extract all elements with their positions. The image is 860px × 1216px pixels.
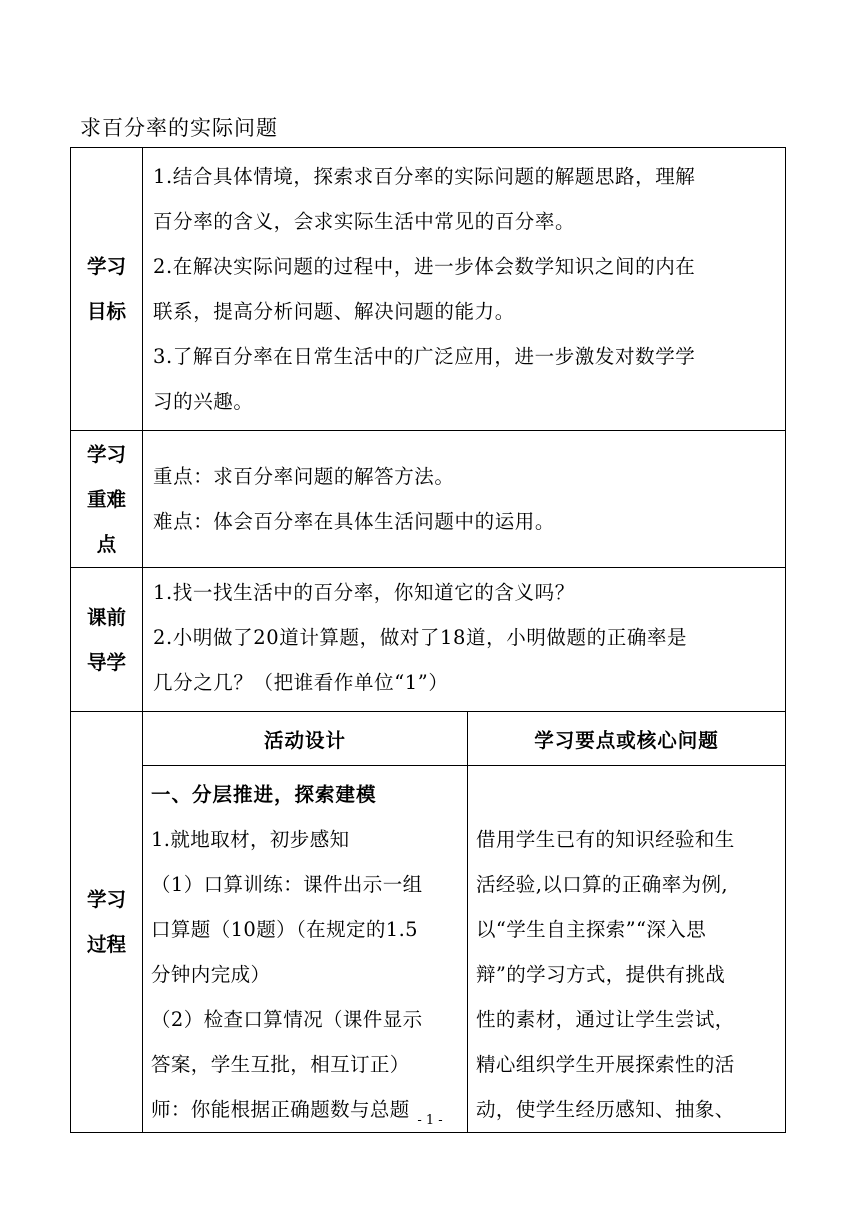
text-line: 3.了解百分率在日常生活中的广泛应用，进一步激发对数学学	[153, 345, 696, 368]
label-line: 重难	[86, 487, 126, 511]
text-line: 分钟内完成）	[151, 963, 271, 986]
text-line: 难点：体会百分率在具体生活问题中的运用。	[153, 510, 556, 533]
section-label	[71, 568, 143, 712]
label-line: 过程	[86, 933, 126, 956]
text-line: 2.在解决实际问题的过程中，进一步体会数学知识之间的内在	[153, 255, 696, 278]
text-line: （1）口算训练：课件出示一组	[151, 873, 423, 896]
section-learning-process	[71, 712, 786, 1133]
header-activity-design: 活动设计	[143, 712, 468, 766]
label-line: 学习	[86, 442, 126, 466]
text-line: 动，使学生经历感知、抽象、	[476, 1098, 735, 1121]
label-line: 学习	[86, 888, 126, 911]
text-line: 1.结合具体情境，探索求百分率的实际问题的解题思路，理解	[153, 165, 696, 188]
text-line: 活经验,以口算的正确率为例,	[476, 873, 728, 896]
text-line: 1.就地取材，初步感知	[151, 828, 350, 851]
activity-design-column	[143, 766, 468, 1133]
key-points-column	[468, 766, 786, 1133]
label-line: 点	[96, 532, 117, 556]
text-line: 性的素材，通过让学生尝试，	[476, 1008, 735, 1031]
label-line: 导学	[86, 650, 126, 674]
label-line: 目标	[86, 300, 126, 323]
process-content	[143, 712, 786, 1133]
text-line: 2.小明做了20道计算题，做对了18道，小明做题的正确率是	[153, 626, 688, 649]
text-line: 精心组织学生开展探索性的活	[476, 1053, 735, 1076]
lesson-plan-table	[70, 147, 786, 1133]
text-line: 师：你能根据正确题数与总题	[151, 1098, 410, 1121]
label-line: 学习	[86, 255, 126, 278]
text-line: 以“学生自主探索”“深入思	[476, 918, 707, 941]
section-content	[143, 148, 786, 431]
section-label	[71, 431, 143, 568]
process-table	[143, 712, 785, 1132]
text-line: 一、分层推进，探索建模	[151, 783, 377, 806]
header-key-points: 学习要点或核心问题	[468, 712, 786, 766]
text-line: 习的兴趣。	[153, 390, 254, 413]
text-line: （2）检查口算情况（课件显示	[151, 1008, 423, 1031]
text-line: 重点：求百分率问题的解答方法。	[153, 465, 455, 488]
label-line: 课前	[86, 605, 126, 629]
section-content	[143, 568, 786, 712]
section-key-difficult-points	[71, 431, 786, 568]
section-content	[143, 431, 786, 568]
text-line: 百分率的含义，会求实际生活中常见的百分率。	[153, 210, 576, 233]
text-line: 答案，学生互批，相互订正）	[151, 1053, 410, 1076]
document-title: 求百分率的实际问题	[80, 116, 278, 140]
section-label	[71, 712, 143, 1133]
section-learning-goals	[71, 148, 786, 431]
page-number: - 1 -	[417, 1113, 443, 1128]
text-line: 联系，提高分析问题、解决问题的能力。	[153, 300, 515, 323]
section-label	[71, 148, 143, 431]
text-line: 口算题（10题）（在规定的1.5	[151, 918, 418, 941]
text-line: 辩”的学习方式，提供有挑战	[476, 963, 726, 986]
text-line: 借用学生已有的知识经验和生	[476, 828, 735, 851]
text-line: 1.找一找生活中的百分率，你知道它的含义吗？	[153, 581, 575, 604]
section-pre-class-guide	[71, 568, 786, 712]
text-line: 几分之几？（把谁看作单位“1”）	[153, 671, 449, 694]
